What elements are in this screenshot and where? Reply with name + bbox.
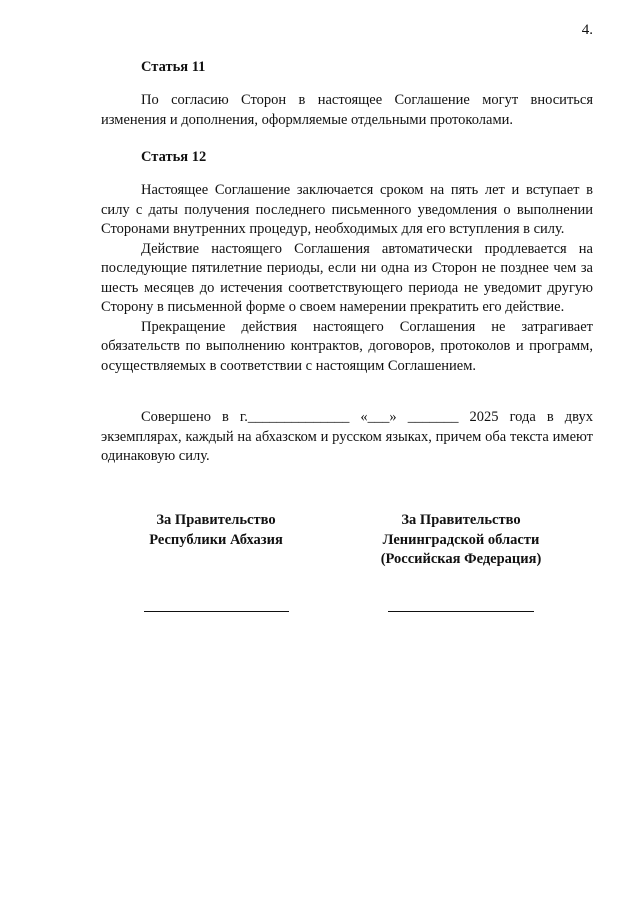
signature-right-line3: (Российская Федерация): [380, 551, 542, 567]
article-11: [101, 57, 593, 130]
signature-right-line1: За Правительство: [401, 512, 521, 528]
signature-left-line2: Республики Абхазия: [149, 531, 283, 548]
signature-line-right: [388, 611, 534, 612]
article-11-heading: Статья 11: [141, 59, 206, 75]
article-12-paragraph-2: Действие настоящего Соглашения автоматически продлевается на последующие пятилетние периоды, если ни одна из Сторон не позднее чем за шесть месяцев до истечения соответствующего периода не уведомит другую Сторону в письменной форме о своем намерении прекратить его действие.: [101, 240, 593, 315]
article-12: [101, 147, 593, 376]
signature-section: [101, 511, 593, 621]
signature-left-line1: За Правительство: [156, 512, 276, 528]
article-12-heading: Статья 12: [141, 149, 207, 165]
signature-right-block: [351, 511, 571, 570]
article-12-paragraph-1: Настоящее Соглашение заключается сроком на пять лет и вступает в силу с даты получения последнего письменного уведомления о выполнении Сторонами внутренних процедур, необходимых для его вступления в силу.: [101, 182, 593, 237]
signoff-paragraph: Совершено в г.______________ «___» _______ 2025 года в двух экземплярах, каждый на абхазском и русском языках, причем оба текста имеют одинаковую силу.: [101, 409, 593, 464]
article-11-paragraph-1: По согласию Сторон в настоящее Соглашение могут вноситься изменения и дополнения, оформляемые отдельными протоколами.: [101, 92, 593, 128]
document-body: [101, 57, 593, 467]
signature-right-line2: Ленинградской области: [382, 531, 540, 548]
page-number: 4.: [581, 22, 593, 38]
signature-line-left: [144, 611, 289, 612]
signature-left-block: [121, 511, 311, 550]
article-12-paragraph-3: Прекращение действия настоящего Соглашения не затрагивает обязательств по выполнению контрактов, договоров, протоколов и программ, осуществляемых в соответствии с настоящим Соглашением.: [101, 318, 593, 374]
